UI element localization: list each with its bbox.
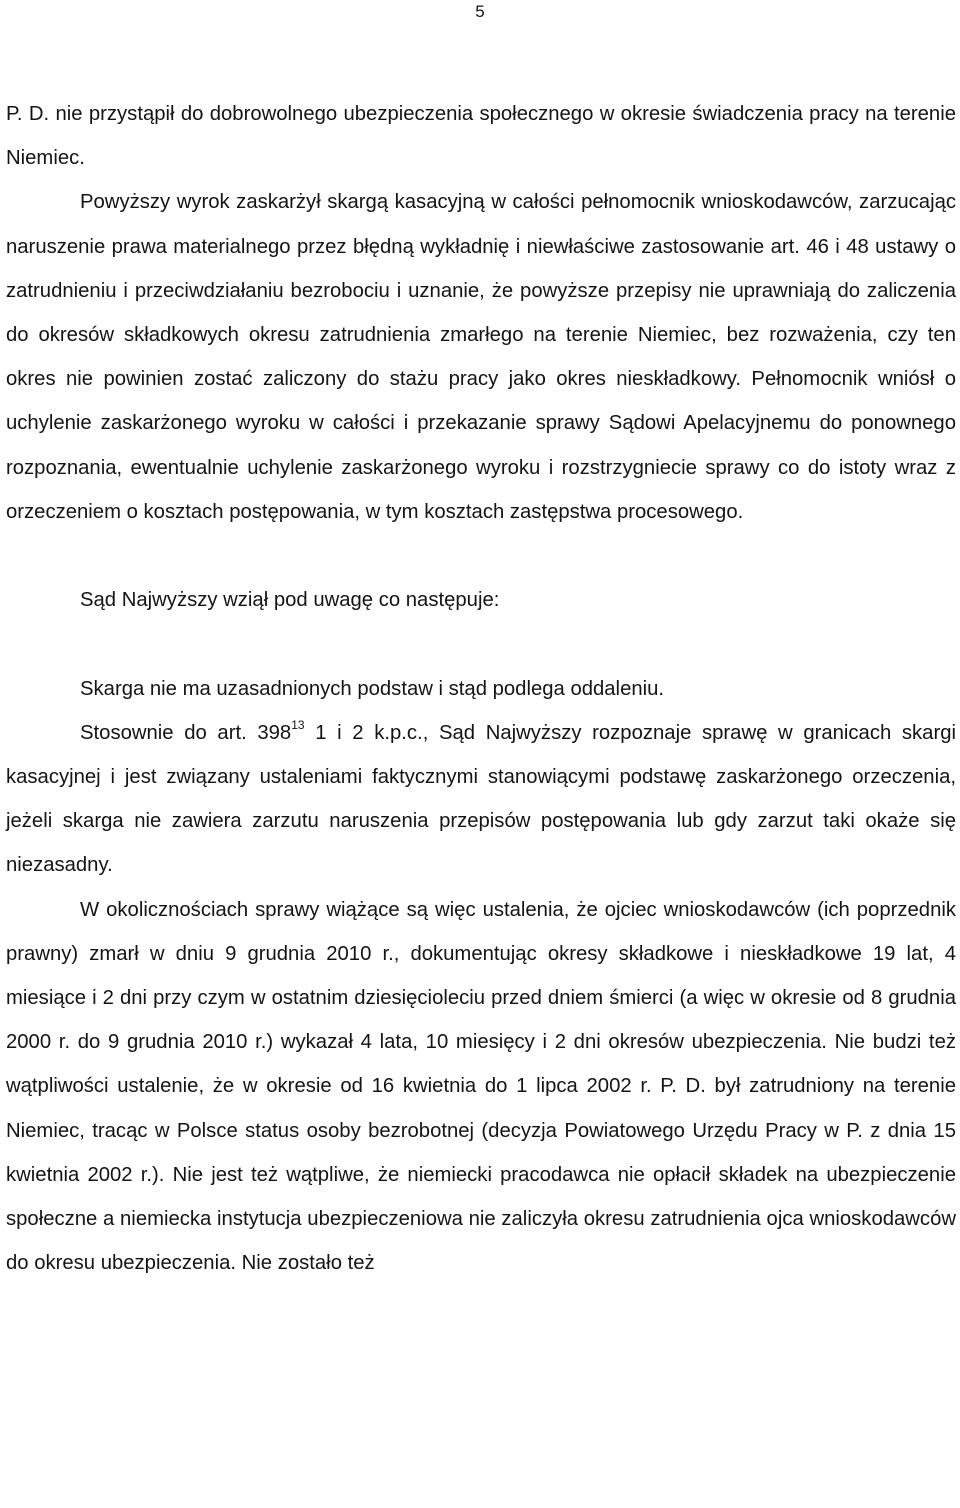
paragraph-3: Skarga nie ma uzasadnionych podstaw i stąd podlega oddaleniu. [80, 677, 665, 700]
article-superscript: 13 [291, 717, 305, 732]
paragraph-4 [6, 711, 956, 888]
paragraph-4-start: Stosownie do art. 398 [80, 721, 292, 744]
paragraph-2: Powyższy wyrok zaskarżył skargą kasacyjną w całości pełnomocnik wnioskodawców, zarzucając naruszenie prawa materialnego przez błędną wykładnię i niewłaściwe zastosowanie art. 46 i 48 ustawy o zatrudnieniu i przeciwdziałaniu bezrobociu i uznanie, że powyższe przepisy nie uprawniają do zaliczenia do okresów składkowych okresu zatrudnienia zmarłego na terenie Niemiec, bez rozważenia, czy ten okres nie powinien zostać zaliczony do stażu pracy jako okres nieskładkowy. Pełnomocnik wniósł o uchylenie zaskarżonego wyroku w całości i przekazanie sprawy Sądowi Apelacyjnemu do ponownego rozpoznania, ewentualnie uchylenie zaskarżonego wyroku i rozstrzygniecie sprawy co do istoty wraz z orzeczeniem o kosztach postępowania, w tym kosztach zastępstwa procesowego. [6, 191, 956, 523]
blank-line [6, 622, 956, 666]
section-heading: Sąd Najwyższy wziął pod uwagę co następuje: [80, 589, 500, 612]
paragraph-5: W okolicznościach sprawy wiążące są więc ustalenia, że ojciec wnioskodawców (ich poprzednik prawny) zmarł w dniu 9 grudnia 2010 r., dokumentując okresy składkowe i nieskładkowe 19 lat, 4 miesiące i 2 dni przy czym w ostatnim dziesięcioleciu przed dniem śmierci (a więc w okresie od 8 grudnia 2000 r. do 9 grudnia 2010 r.) wykazał 4 lata, 10 miesięcy i 2 dni okresów ubezpieczenia. Nie budzi też wątpliwości ustalenie, że w okresie od 16 kwietnia do 1 lipca 2002 r. P. D. był zatrudniony na terenie Niemiec, tracąc w Polsce status osoby bezrobotnej (decyzja Powiatowego Urzędu Pracy w P. z dnia 15 kwietnia 2002 r.). Nie jest też wątpliwe, że niemiecki pracodawca nie opłacił składek na ubezpieczenie społeczne a niemiecka instytucja ubezpieczeniowa nie zaliczyła okresu zatrudnienia ojca wnioskodawców do okresu ubezpieczenia. Nie zostało też [6, 898, 956, 1275]
blank-line [6, 534, 956, 578]
page-number: 5 [475, 2, 485, 21]
paragraph-1: P. D. nie przystąpił do dobrowolnego ubezpieczenia społecznego w okresie świadczenia pracy na terenie Niemiec. [6, 103, 956, 170]
paragraph-4-rest: 1 i 2 k.p.c., Sąd Najwyższy rozpoznaje sprawę w granicach skargi kasacyjnej i jest związany ustaleniami faktycznymi stanowiącymi podstawę zaskarżonego orzeczenia, jeżeli skarga nie zawiera zarzutu naruszenia przepisów postępowania lub gdy zarzut taki okaże się niezasadny. [6, 721, 956, 877]
document-body [6, 92, 956, 1285]
